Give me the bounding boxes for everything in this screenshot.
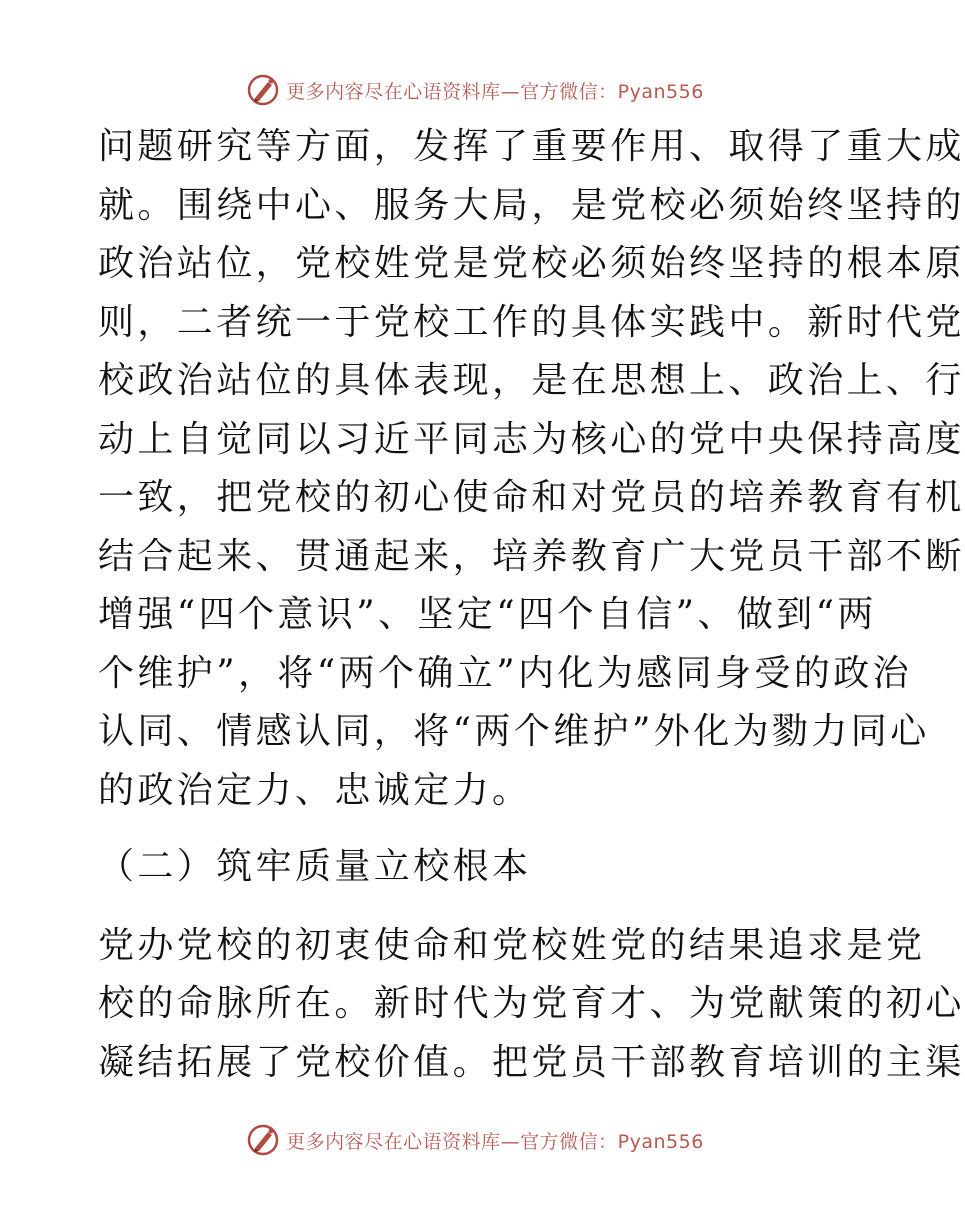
text-line: 个维护”，将“两个确立”内化为感同身受的政治 (98, 652, 913, 694)
text-line: 校的命脉所在。新时代为党育才、为党献策的初心 (98, 983, 965, 1024)
text-line: 政治站位，党校姓党是党校必须始终坚持的根本原 (98, 243, 965, 284)
document-body (98, 118, 965, 1092)
watermark-text: 更多内容尽在心语资料库—官方微信：Pyan556 (286, 1130, 704, 1153)
text-line: 问题研究等方面，发挥了重要作用、取得了重大成 (98, 126, 965, 167)
paragraph-2 (98, 917, 965, 1093)
pen-logo-icon (246, 73, 280, 107)
text-line: 一致，把党校的初心使命和对党员的培养教育有机 (98, 477, 965, 518)
section-heading: （二）筑牢质量立校根本 (98, 846, 532, 887)
footer-watermark (0, 1118, 950, 1162)
text-line: 则，二者统一于党校工作的具体实践中。新时代党 (98, 301, 965, 343)
text-line: 动上自觉同以习近平同志为核心的党中央保持高度 (98, 418, 965, 460)
header-watermark (0, 68, 950, 112)
watermark-text: 更多内容尽在心语资料库—官方微信：Pyan556 (286, 80, 704, 103)
paragraph-1 (98, 118, 965, 820)
text-line: 党办党校的初衷使命和党校姓党的结果追求是党 (98, 924, 926, 966)
text-line: 的政治定力、忠诚定力。 (98, 769, 532, 811)
text-line: 结合起来、贯通起来，培养教育广大党员干部不断 (98, 535, 965, 577)
text-line: 校政治站位的具体表现，是在思想上、政治上、行 (98, 360, 965, 401)
pen-logo-icon (246, 1123, 280, 1157)
text-line: 认同、情感认同，将“两个维护”外化为勠力同心 (98, 711, 930, 752)
text-line: 凝结拓展了党校价值。把党员干部教育培训的主渠 (98, 1041, 965, 1083)
text-line: 就。围绕中心、服务大局，是党校必须始终坚持的 (98, 184, 965, 226)
text-line: 增强“四个意识”、坚定“四个自信”、做到“两 (98, 594, 877, 635)
